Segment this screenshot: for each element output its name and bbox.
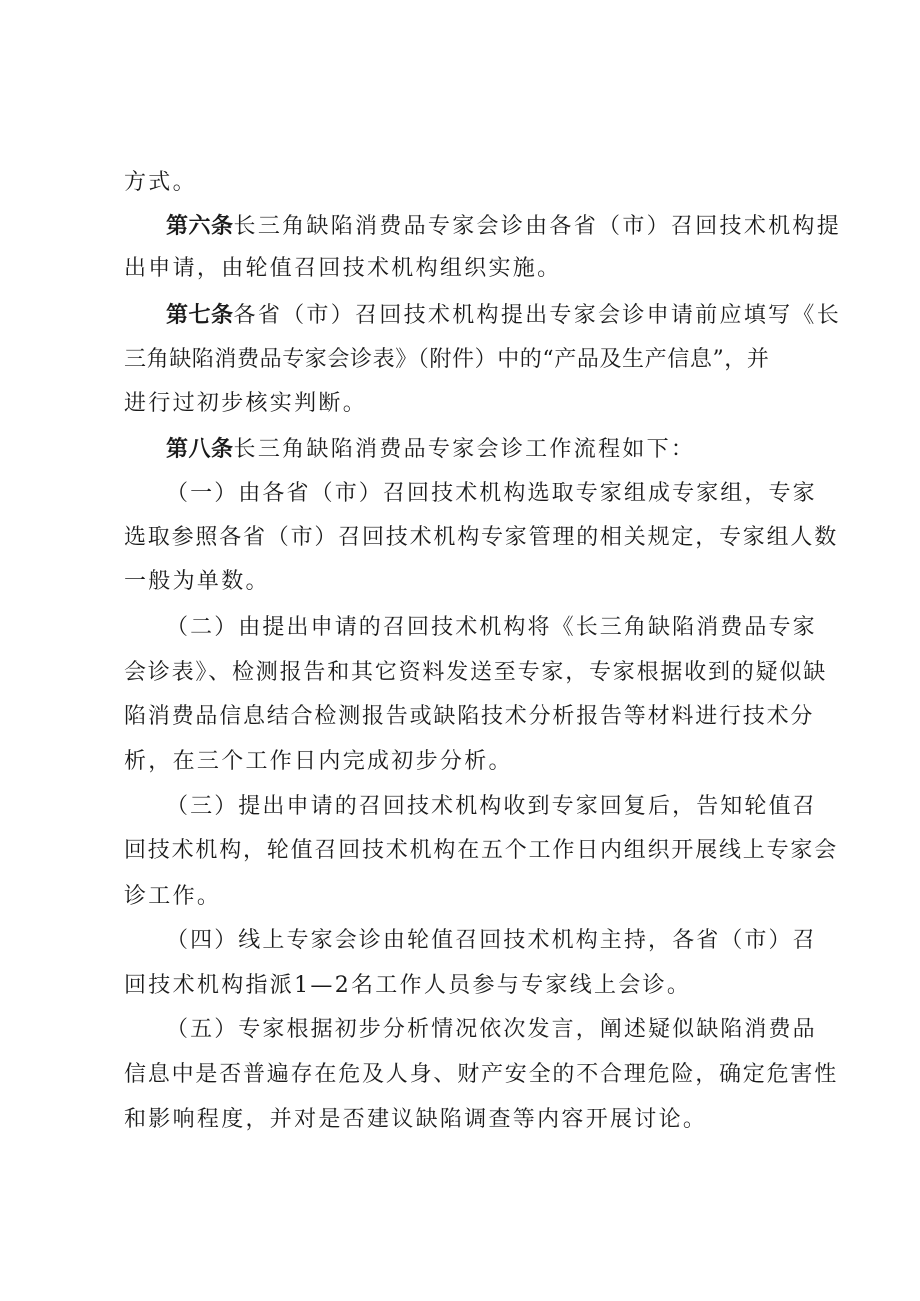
item-1-line: （一）由各省（市）召回技术机构选取专家组成专家组，专家 — [166, 481, 817, 506]
article-8-text: 长三角缺陷消费品专家会诊工作流程如下： — [233, 437, 696, 462]
article-8-label: 第八条 — [166, 436, 234, 462]
item-2-line: 析，在三个工作日内完成初步分析。 — [124, 749, 513, 774]
item-2-line: 陷消费品信息结合检测报告或缺陷技术分析报告等材料进行技术分 — [124, 704, 815, 729]
continuation-line: 方式。 — [124, 170, 197, 195]
item-5-line: 和影响程度，并对是否建议缺陷调查等内容开展讨论。 — [124, 1107, 708, 1132]
article-6-line: 出申请，由轮值召回技术机构组织实施。 — [124, 256, 562, 281]
item-3-line: （三）提出申请的召回技术机构收到专家回复后，告知轮值召 — [166, 794, 817, 819]
article-8-first-line — [166, 434, 816, 464]
item-1-line: 一般为单数。 — [124, 569, 270, 594]
item-3-line: 回技术机构，轮值召回技术机构在五个工作日内组织开展线上专家会 — [124, 838, 839, 863]
article-6-first-line — [166, 211, 842, 241]
article-6-label: 第六条 — [166, 213, 234, 239]
item-4-line: （四）线上专家会诊由轮值召回技术机构主持，各省（市）召 — [166, 928, 817, 953]
item-1-line: 选取参照各省（市）召回技术机构专家管理的相关规定，专家组人数 — [124, 525, 839, 550]
item-2-line: （二）由提出申请的召回技术机构将《长三角缺陷消费品专家 — [166, 615, 817, 640]
article-7-label: 第七条 — [166, 302, 234, 328]
article-7-first-line — [166, 300, 842, 330]
item-4-line: 回技术机构指派1—2名工作人员参与专家线上会诊。 — [124, 973, 692, 998]
item-3-line: 诊工作。 — [124, 884, 222, 909]
item-5-line: （五）专家根据初步分析情况依次发言，阐述疑似缺陷消费品 — [166, 1017, 817, 1042]
item-5-line: 信息中是否普遍存在危及人身、财产安全的不合理危险，确定危害性 — [124, 1062, 839, 1087]
article-7-text: 各省（市）召回技术机构提出专家会诊申请前应填写《长 — [233, 303, 842, 328]
article-7-line: 进行过初步核实判断。 — [124, 391, 368, 416]
item-2-line: 会诊表》、检测报告和其它资料发送至专家，专家根据收到的疑似缺 — [124, 660, 828, 685]
article-7-line: 三角缺陷消费品专家会诊表》（附件）中的“产品及生产信息”，并 — [124, 347, 770, 372]
article-6-text: 长三角缺陷消费品专家会诊由各省（市）召回技术机构提 — [233, 214, 842, 239]
